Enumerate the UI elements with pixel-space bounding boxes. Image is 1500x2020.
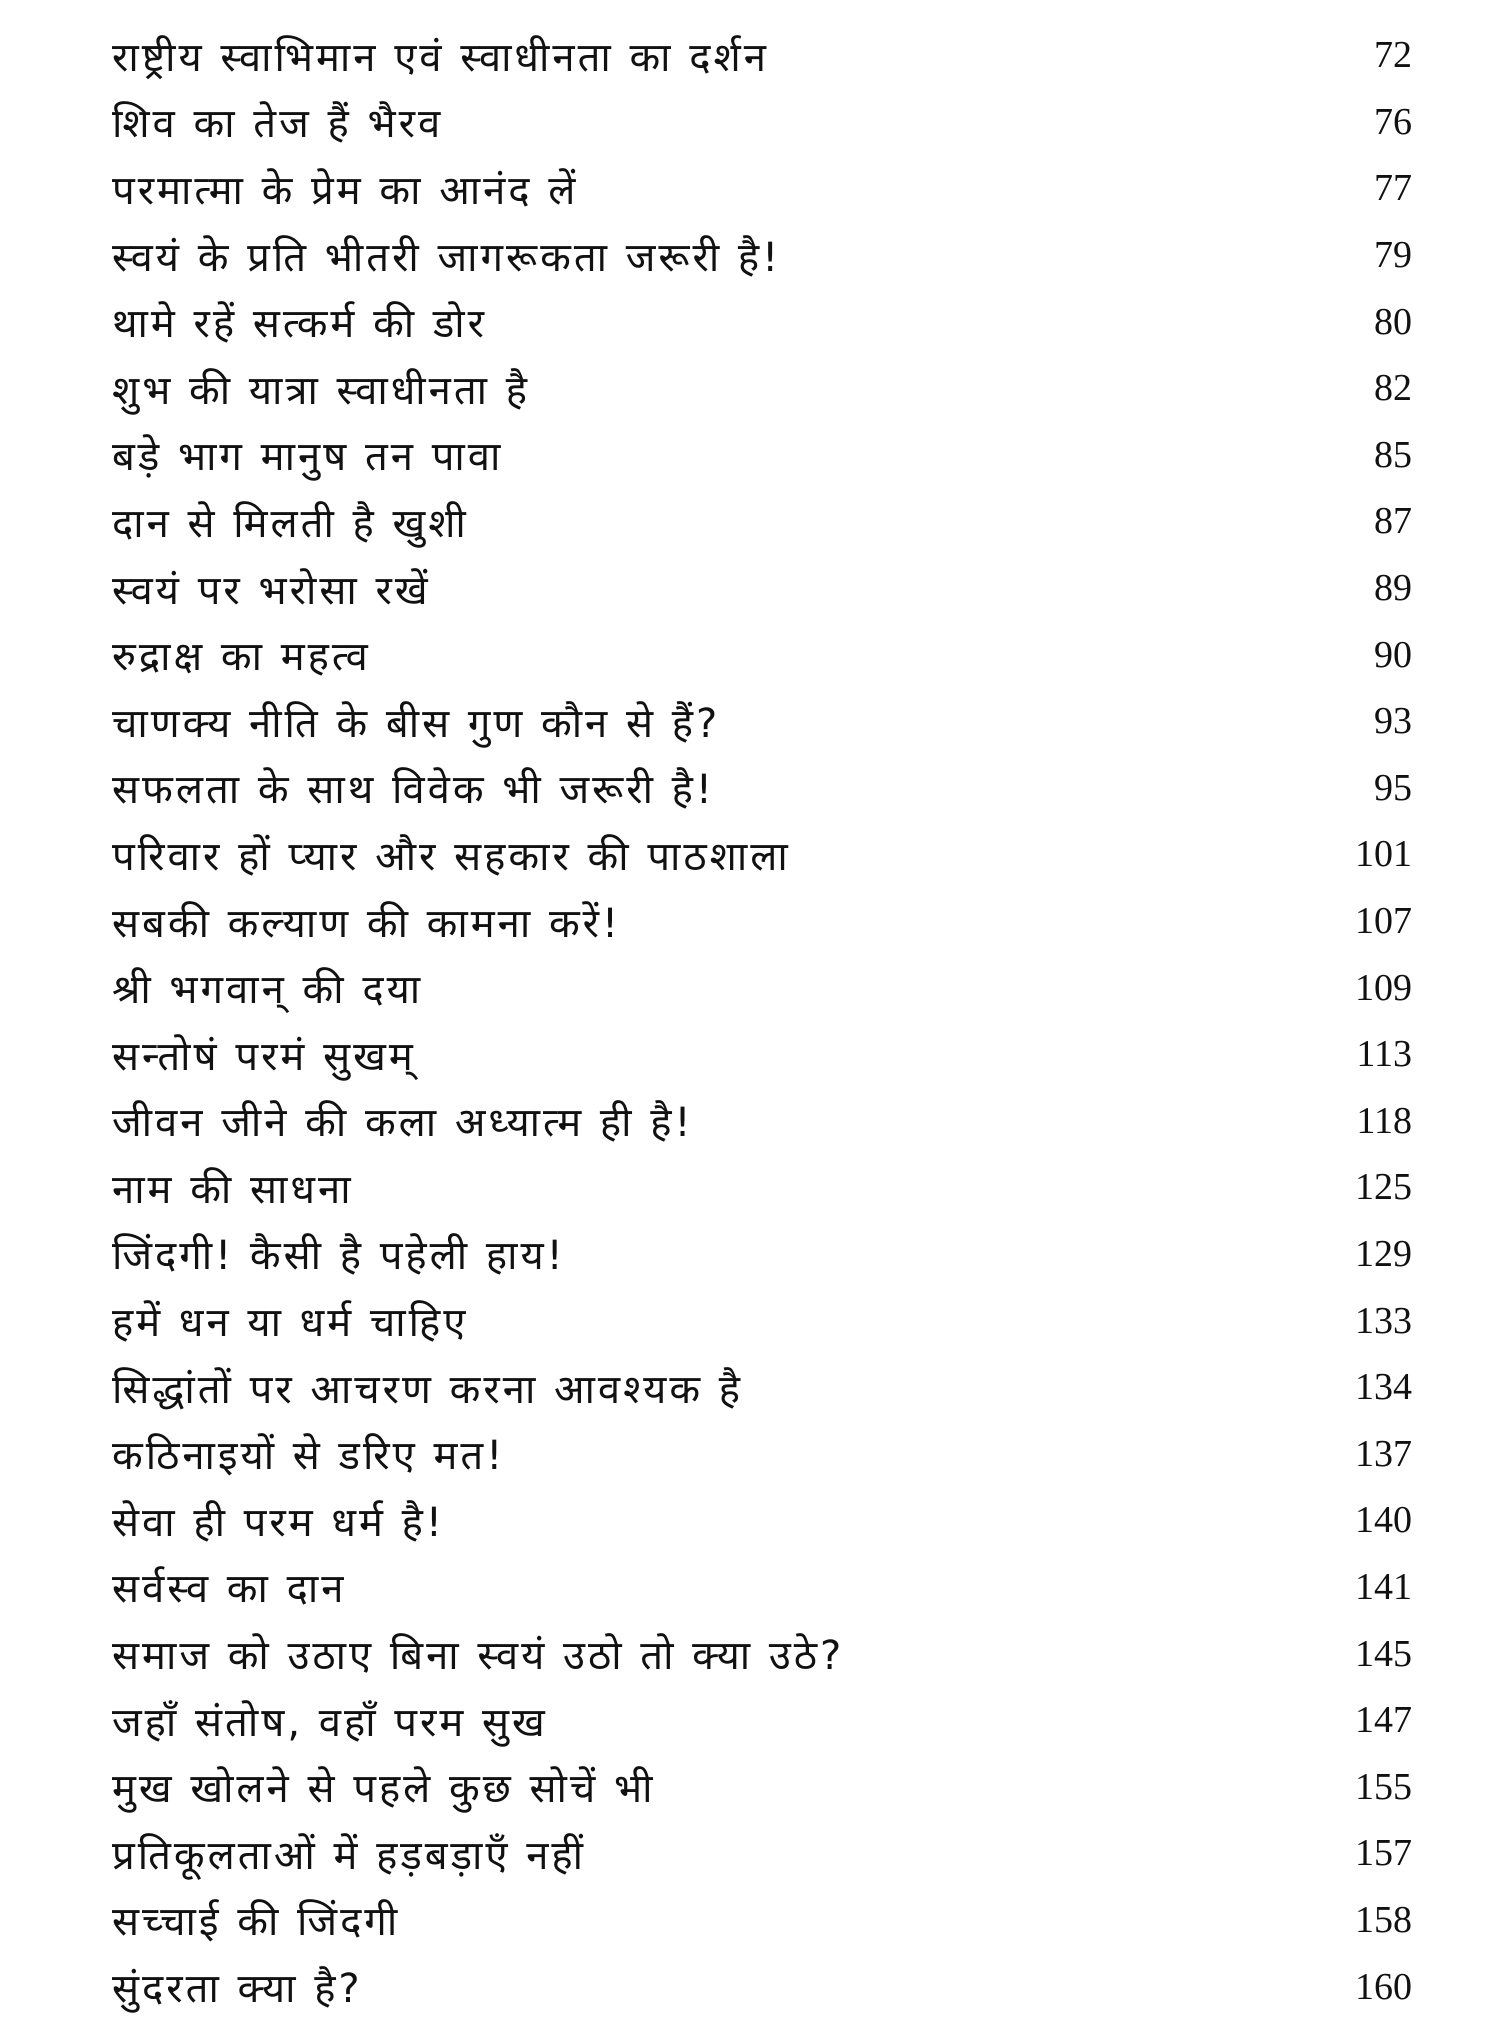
toc-entry-title: सेवा ही परम धर्म है! — [112, 1499, 445, 1546]
toc-entry-page-number: 129 — [1355, 1232, 1412, 1275]
toc-entry-page-number: 109 — [1355, 966, 1412, 1009]
toc-entry-page-number: 137 — [1355, 1432, 1412, 1475]
toc-entry — [112, 1554, 1412, 1621]
toc-entry — [112, 288, 1412, 355]
toc-entry-page-number: 140 — [1355, 1499, 1412, 1542]
toc-entry-page-number: 82 — [1374, 367, 1412, 410]
toc-entry-page-number: 125 — [1355, 1166, 1412, 1209]
toc-entry-title: जहाँ संतोष, वहाँ परम सुख — [112, 1699, 548, 1746]
toc-entry-title: सबकी कल्याण की कामना करें! — [112, 900, 622, 947]
toc-entry-title: सच्चाई की जिंदगी — [112, 1899, 401, 1946]
toc-entry-page-number: 77 — [1374, 167, 1412, 210]
toc-entry-page-number: 79 — [1374, 234, 1412, 277]
toc-entry-page-number: 118 — [1356, 1099, 1412, 1142]
toc-entry-page-number: 107 — [1355, 900, 1412, 943]
toc-entry-page-number: 85 — [1374, 433, 1412, 476]
toc-entry-title: थामे रहें सत्कर्म की डोर — [112, 301, 487, 348]
toc-entry-title: शिव का तेज हैं भैरव — [112, 101, 444, 148]
toc-entry-page-number: 72 — [1374, 34, 1412, 77]
toc-entry — [112, 1687, 1412, 1754]
toc-entry-title: जिंदगी! कैसी है पहेली हाय! — [112, 1233, 566, 1280]
toc-entry — [112, 1420, 1412, 1487]
toc-entry-page-number: 155 — [1355, 1765, 1412, 1808]
toc-entry-title: हमें धन या धर्म चाहिए — [112, 1300, 469, 1347]
toc-entry — [112, 621, 1412, 688]
toc-entry — [112, 1221, 1412, 1288]
toc-entry-title: प्रतिकूलताओं में हड़बड़ाएँ नहीं — [112, 1832, 587, 1879]
toc-entry — [112, 89, 1412, 156]
toc-entry-page-number: 113 — [1356, 1033, 1412, 1076]
toc-entry — [112, 22, 1412, 89]
toc-entry-title: स्वयं पर भरोसा रखें — [112, 567, 431, 614]
toc-entry-title: श्री भगवान् की दया — [112, 967, 424, 1014]
toc-entry-title: नाम की साधना — [112, 1166, 354, 1213]
toc-entry-title: स्वयं के प्रति भीतरी जागरूकता जरूरी है! — [112, 234, 782, 281]
toc-entry — [112, 1487, 1412, 1554]
toc-entry-title: सुंदरता क्या है? — [112, 1966, 363, 2013]
toc-entry-page-number: 89 — [1374, 567, 1412, 610]
toc-entry-title: राष्ट्रीय स्वाभिमान एवं स्वाधीनता का दर्शन — [112, 34, 769, 81]
toc-entry-page-number: 90 — [1374, 633, 1412, 676]
toc-entry-title: सिद्धांतों पर आचरण करना आवश्यक है — [112, 1366, 744, 1413]
toc-entry — [112, 488, 1412, 555]
toc-entry — [112, 1088, 1412, 1155]
toc-entry-page-number: 157 — [1355, 1832, 1412, 1875]
toc-entry-title: समाज को उठाए बिना स्वयं उठो तो क्या उठे? — [112, 1633, 845, 1680]
toc-entry — [112, 1021, 1412, 1088]
toc-entry-title: दान से मिलती है खुशी — [112, 500, 469, 547]
toc-entry-title: परिवार हों प्यार और सहकार की पाठशाला — [112, 833, 791, 880]
toc-entry-page-number: 141 — [1355, 1565, 1412, 1608]
toc-entry — [112, 821, 1412, 888]
toc-entry-title: शुभ की यात्रा स्वाधीनता है — [112, 367, 530, 414]
toc-entry — [112, 1354, 1412, 1421]
toc-entry-title: बड़े भाग मानुष तन पावा — [112, 434, 504, 481]
toc-entry-page-number: 147 — [1355, 1699, 1412, 1742]
toc-entry-page-number: 145 — [1355, 1632, 1412, 1675]
toc-entry-title: कठिनाइयों से डरिए मत! — [112, 1433, 506, 1480]
toc-entry-title: सन्तोषं परमं सुखम् — [112, 1033, 416, 1080]
toc-entry — [112, 688, 1412, 755]
toc-entry-title: सफलता के साथ विवेक भी जरूरी है! — [112, 767, 715, 814]
toc-entry — [112, 155, 1412, 222]
toc-entry — [112, 755, 1412, 822]
toc-entry-title: रुद्राक्ष का महत्व — [112, 634, 371, 681]
toc-entry — [112, 1953, 1412, 2020]
toc-entry — [112, 888, 1412, 955]
toc-entry-page-number: 158 — [1355, 1898, 1412, 1941]
toc-entry — [112, 355, 1412, 422]
toc-entry — [112, 1154, 1412, 1221]
toc-entry-title: सर्वस्व का दान — [112, 1566, 347, 1613]
toc-entry-page-number: 93 — [1374, 700, 1412, 743]
table-of-contents — [112, 22, 1412, 2020]
toc-entry-title: परमात्मा के प्रेम का आनंद लें — [112, 167, 579, 214]
toc-entry — [112, 1753, 1412, 1820]
toc-entry-title: चाणक्य नीति के बीस गुण कौन से हैं? — [112, 700, 721, 747]
toc-entry-title: जीवन जीने की कला अध्यात्म ही है! — [112, 1100, 694, 1147]
toc-entry — [112, 1287, 1412, 1354]
toc-entry-page-number: 133 — [1355, 1299, 1412, 1342]
toc-entry-page-number: 80 — [1374, 300, 1412, 343]
toc-entry-page-number: 76 — [1374, 100, 1412, 143]
toc-entry-page-number: 134 — [1355, 1366, 1412, 1409]
toc-entry — [112, 1820, 1412, 1887]
toc-entry — [112, 1887, 1412, 1954]
toc-entry-title: मुख खोलने से पहले कुछ सोचें भी — [112, 1766, 656, 1813]
toc-entry — [112, 222, 1412, 289]
toc-entry-page-number: 95 — [1374, 766, 1412, 809]
toc-entry-page-number: 87 — [1374, 500, 1412, 543]
toc-entry — [112, 954, 1412, 1021]
toc-entry-page-number: 160 — [1355, 1965, 1412, 2008]
toc-entry — [112, 1620, 1412, 1687]
toc-entry — [112, 555, 1412, 622]
toc-entry-page-number: 101 — [1355, 833, 1412, 876]
toc-entry — [112, 422, 1412, 489]
